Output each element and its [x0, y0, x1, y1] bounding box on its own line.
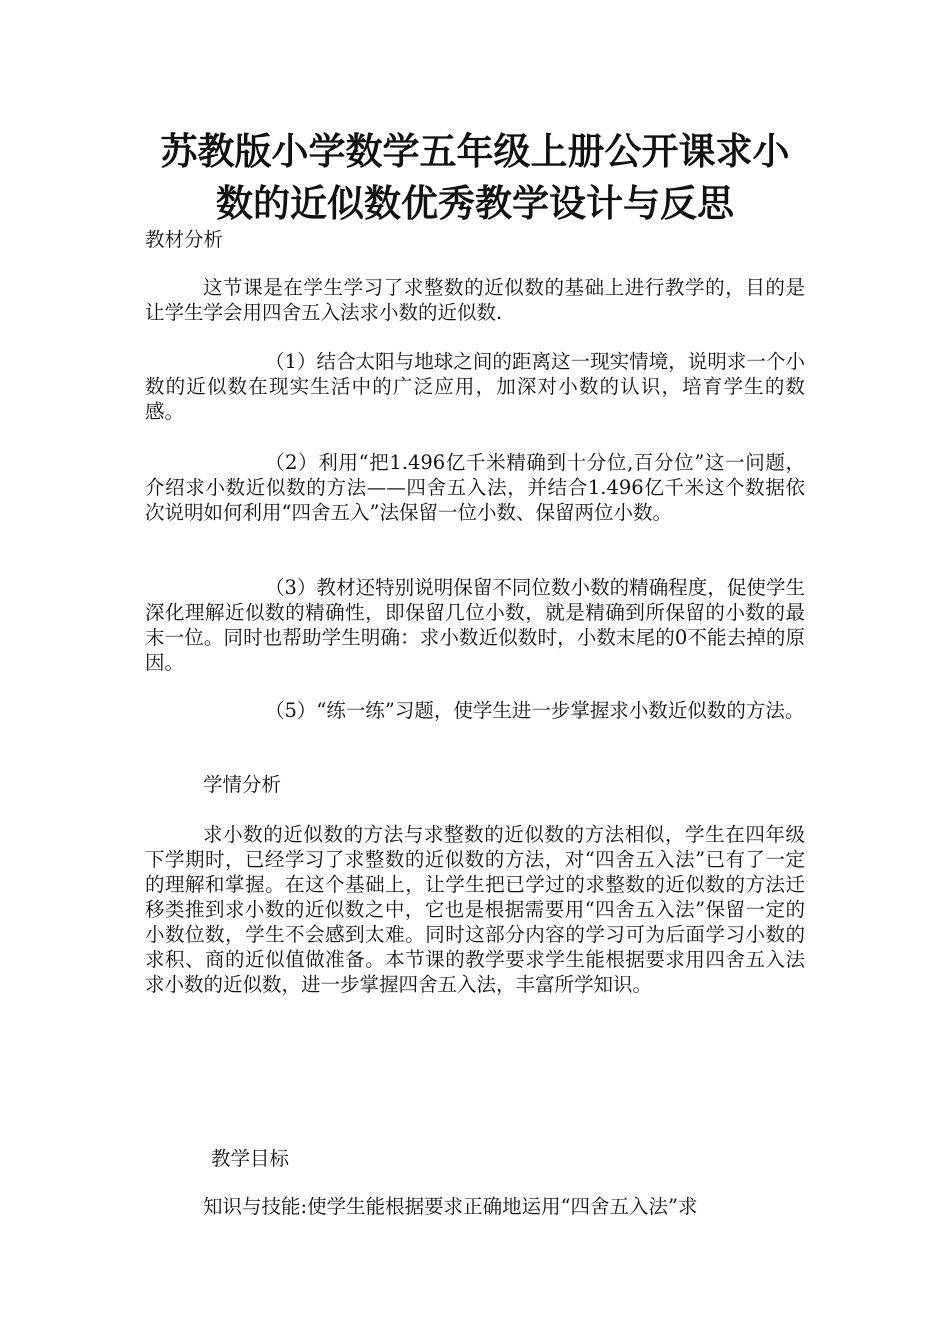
- point-5-paragraph: （5）“练一练”习题，使学生进一步掌握求小数近似数的方法。: [265, 699, 805, 722]
- textbook-analysis-heading: 教材分析: [145, 228, 224, 251]
- document-title: 苏教版小学数学五年级上册公开课求小数的近似数优秀教学设计与反思: [160, 130, 790, 225]
- teaching-goals-heading: 教学目标: [211, 1147, 290, 1170]
- student-analysis-heading: 学情分析: [203, 773, 282, 796]
- point-1-paragraph: （1）结合太阳与地球之间的距离这一现实情境，说明求一个小数的近似数在现实生活中的广泛应用，加深对小数的认识，培育学生的数感。: [145, 350, 805, 423]
- intro-paragraph: 这节课是在学生学习了求整数的近似数的基础上进行教学的，目的是让学生学会用四舍五入法求小数的近似数.: [145, 276, 805, 324]
- knowledge-skills-line: 知识与技能:使学生能根据要求正确地运用“四舍五入法”求: [203, 1195, 698, 1218]
- point-2-paragraph: （2）利用“把1.496亿千米精确到十分位,百分位”这一问题，介绍求小数近似数的方法——四舍五入法，并结合1.496亿千米这个数据依次说明如何利用“四舍五入”法保留一位小数、保留两位小数。: [145, 451, 805, 524]
- student-analysis-paragraph: 求小数的近似数的方法与求整数的近似数的方法相似，学生在四年级下学期时，已经学习了求整数的近似数的方法，对“四舍五入法”已有了一定的理解和掌握。在这个基础上，让学生把已学过的求整数的近似数的方法迁移类推到求小数的近似数之中，它也是根据需要用“四舍五入法”保留一定的小数位数，学生不会感到太难。同时这部分内容的学习可为后面学习小数的求积、商的近似值做准备。本节课的教学要求学生能根据要求用四舍五入法求小数的近似数，进一步掌握四舍五入法，丰富所学知识。: [145, 823, 805, 996]
- point-3-paragraph: （3）教材还特别说明保留不同位数小数的精确程度，促使学生深化理解近似数的精确性，即保留几位小数，就是精确到所保留的小数的最末一位。同时也帮助学生明确：求小数近似数时，小数末尾的0不能去掉的原因。: [145, 576, 805, 674]
